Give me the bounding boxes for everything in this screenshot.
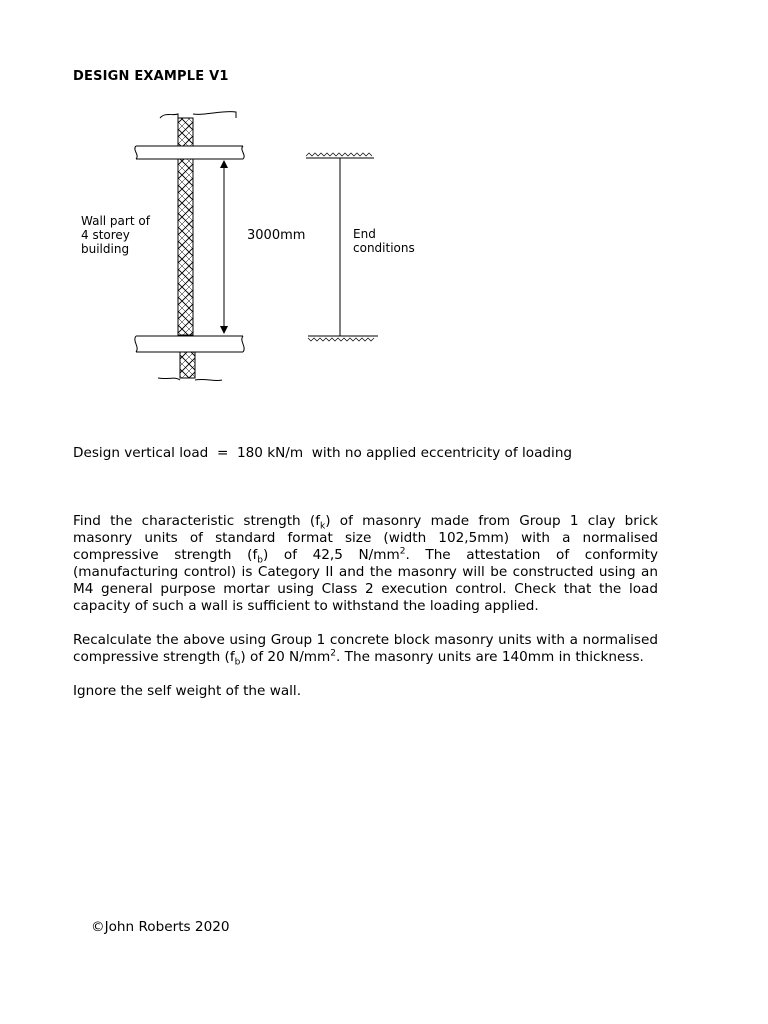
paragraph-1: Find the characteristic strength $(f_k)$ of masonry made from Group 1 clay brick masonry units of standard format size (width 102,5mm) with a normalised compressive strength $(f_b)$ of 42,5 $N/mm^2$. The attestation of conformity (manufacturing control) is Category II and the masonry will be constructed using an M4 general purpose mortar using Class 2 execution control. Check that the load capacity of such a wall is sufficient to withstand the loading applied. (73, 513, 658, 614)
wall-main-segment (178, 159, 193, 335)
paragraph-3: Ignore the self weight of the wall. (73, 683, 302, 699)
bottom-floor-slab (135, 336, 244, 352)
wall-lower-segment (180, 352, 195, 378)
page-title: DESIGN EXAMPLE V1 (73, 69, 229, 84)
wall-label: Wall part of 4 storey building (81, 214, 150, 256)
top-break-line-right (193, 112, 236, 118)
paragraph-2: Recalculate the above using Group 1 concrete block masonry units with a normalised compressive strength $(f_b)$ of 20 $N/mm^2$. The masonry units are 140mm in thickness. (73, 632, 658, 668)
top-break-line-left (160, 114, 178, 118)
copyright-footer: ©John Roberts 2020 (91, 919, 230, 935)
bottom-break-line-left (158, 378, 180, 380)
dimension-arrow (220, 160, 228, 334)
dimension-label: 3000mm (247, 228, 306, 243)
top-floor-slab (135, 146, 244, 159)
bottom-break-line-right (195, 379, 222, 380)
wall-upper-segment (178, 118, 193, 146)
design-load-text: Design vertical load = 180 kN/m with no applied eccentricity of loading (73, 445, 573, 461)
wall-diagram (0, 100, 768, 400)
end-conditions-label: End conditions (353, 227, 415, 255)
